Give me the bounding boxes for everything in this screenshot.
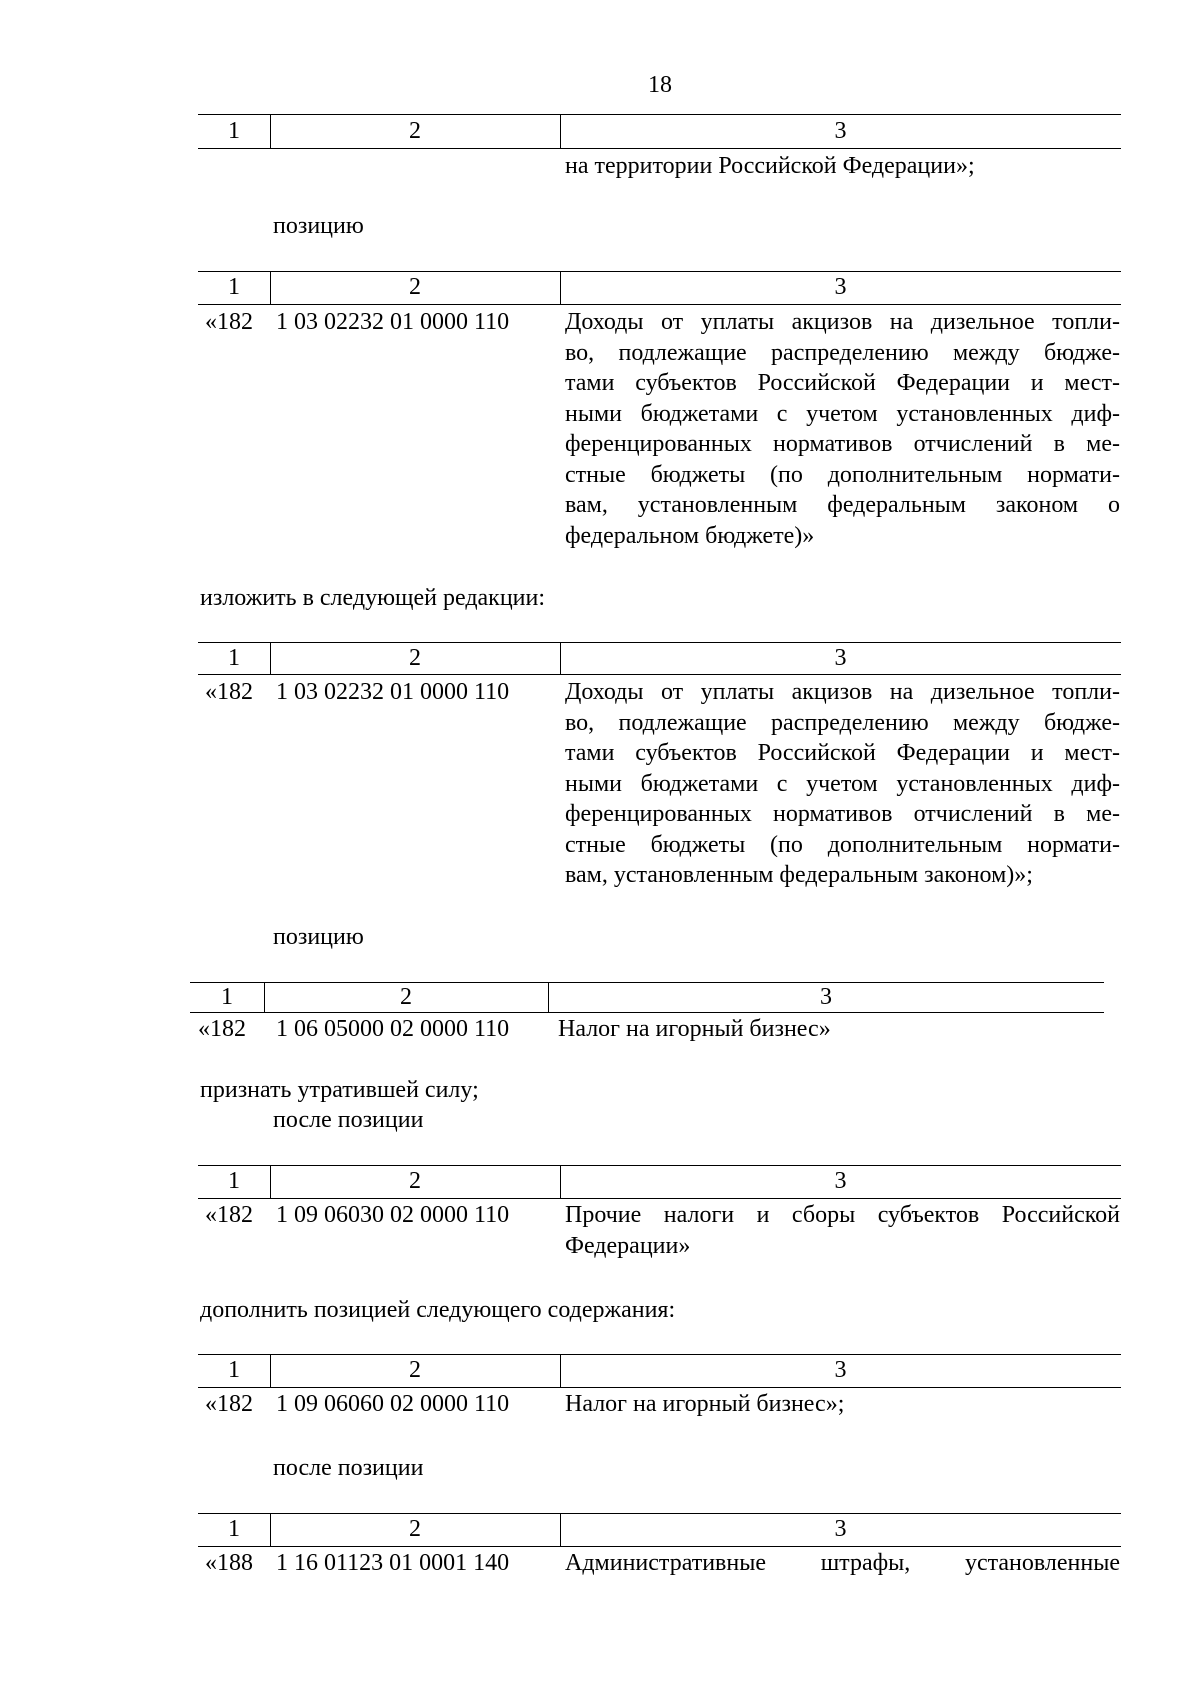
column-header-3: 3: [834, 645, 847, 671]
row-code-prefix: «182: [205, 309, 253, 335]
description-line: во, подлежащие распределению между бюдже-: [565, 709, 1120, 736]
paragraph-position: позицию: [273, 213, 364, 239]
description-line: вам, установленным федеральным законом)»;: [565, 862, 1033, 888]
row-description: [565, 307, 1120, 551]
column-header-3: 3: [834, 1168, 847, 1194]
column-header-1: 1: [228, 645, 240, 671]
description-line: ференцированных нормативов отчислений в ме-: [565, 431, 1120, 457]
column-header-2: 2: [409, 118, 421, 144]
column-header-1: 1: [221, 984, 233, 1010]
column-header-3: 3: [820, 984, 832, 1010]
description-line: стные бюджеты (по дополнительным нормати-: [565, 831, 1120, 858]
row-code-prefix: «182: [198, 1016, 246, 1042]
description-line: Доходы от уплаты акцизов на дизельное топли-: [565, 679, 1120, 705]
paragraph-position: позицию: [273, 924, 364, 950]
column-header-2: 2: [409, 645, 421, 671]
column-header-1: 1: [228, 274, 240, 300]
paragraph-supplement: дополнить позицией следующего содержания:: [200, 1297, 676, 1323]
description-line: Прочие налоги и сборы субъектов Российской: [565, 1202, 1120, 1228]
row-description: [565, 1200, 1120, 1261]
row-classification-code: 1 09 06030 02 0000 110: [276, 1202, 510, 1228]
column-header-3: 3: [834, 1357, 847, 1383]
column-header-2: 2: [409, 274, 421, 300]
row-description: [558, 1014, 1103, 1045]
description-line: стные бюджеты (по дополнительным нормати-: [565, 461, 1120, 488]
column-header-2: 2: [400, 984, 412, 1010]
column-header-3: 3: [834, 1516, 847, 1542]
description-line: Налог на игорный бизнес»;: [565, 1391, 845, 1417]
description-line: ными бюджетами с учетом установленных диф-: [565, 400, 1120, 427]
page-number: 18: [648, 72, 672, 98]
description-line: ференцированных нормативов отчислений в ме-: [565, 801, 1120, 827]
description-line: федеральном бюджете)»: [565, 522, 815, 549]
row-classification-code: 1 16 01123 01 0001 140: [276, 1550, 510, 1576]
paragraph-after-position: после позиции: [273, 1455, 424, 1481]
description-line: Налог на игорный бизнес»: [558, 1016, 831, 1042]
description-line: тами субъектов Российской Федерации и мест-: [565, 370, 1120, 396]
column-header-3: 3: [834, 118, 847, 144]
row-code-prefix: «182: [205, 1391, 253, 1417]
row-classification-code: 1 09 06060 02 0000 110: [276, 1391, 510, 1417]
column-header-1: 1: [228, 118, 240, 144]
description-line: тами субъектов Российской Федерации и мест-: [565, 740, 1120, 766]
description-line: во, подлежащие распределению между бюдже-: [565, 339, 1120, 366]
description-line: Доходы от уплаты акцизов на дизельное топли-: [565, 309, 1120, 335]
column-header-2: 2: [409, 1357, 421, 1383]
paragraph-after-position: после позиции: [273, 1107, 424, 1133]
row-classification-code: 1 03 02232 01 0000 110: [276, 309, 510, 335]
table-header-rule: [198, 1387, 1121, 1388]
description-line: Административные штрафы, установленные: [565, 1550, 1120, 1576]
description-line: ными бюджетами с учетом установленных диф-: [565, 770, 1120, 797]
paragraph-invalidate: признать утратившей силу;: [200, 1077, 479, 1103]
row-description: [565, 151, 1120, 182]
row-description: [565, 1548, 1120, 1579]
description-line: вам, установленным федеральным законом о: [565, 492, 1120, 518]
description-line: Федерации»: [565, 1232, 691, 1259]
table-header-rule: [198, 304, 1121, 305]
column-header-2: 2: [409, 1168, 421, 1194]
column-header-1: 1: [228, 1357, 240, 1383]
table-header-rule: [198, 148, 1121, 149]
column-header-1: 1: [228, 1516, 240, 1542]
table-header-rule: [198, 1546, 1121, 1547]
row-code-prefix: «188: [205, 1550, 253, 1576]
column-header-1: 1: [228, 1168, 240, 1194]
column-header-2: 2: [409, 1516, 421, 1542]
row-description: [565, 1389, 1120, 1420]
table-header-rule: [190, 1012, 1104, 1013]
table-top-rule: [198, 114, 1121, 115]
row-code-prefix: «182: [205, 679, 253, 705]
table-header-rule: [198, 674, 1121, 675]
paragraph-restate: изложить в следующей редакции:: [200, 585, 546, 611]
row-description: [565, 677, 1120, 891]
column-header-3: 3: [834, 274, 847, 300]
row-classification-code: 1 06 05000 02 0000 110: [276, 1016, 510, 1042]
row-code-prefix: «182: [205, 1202, 253, 1228]
table-header-rule: [198, 1198, 1121, 1199]
description-line: на территории Российской Федерации»;: [565, 153, 975, 179]
row-classification-code: 1 03 02232 01 0000 110: [276, 679, 510, 705]
